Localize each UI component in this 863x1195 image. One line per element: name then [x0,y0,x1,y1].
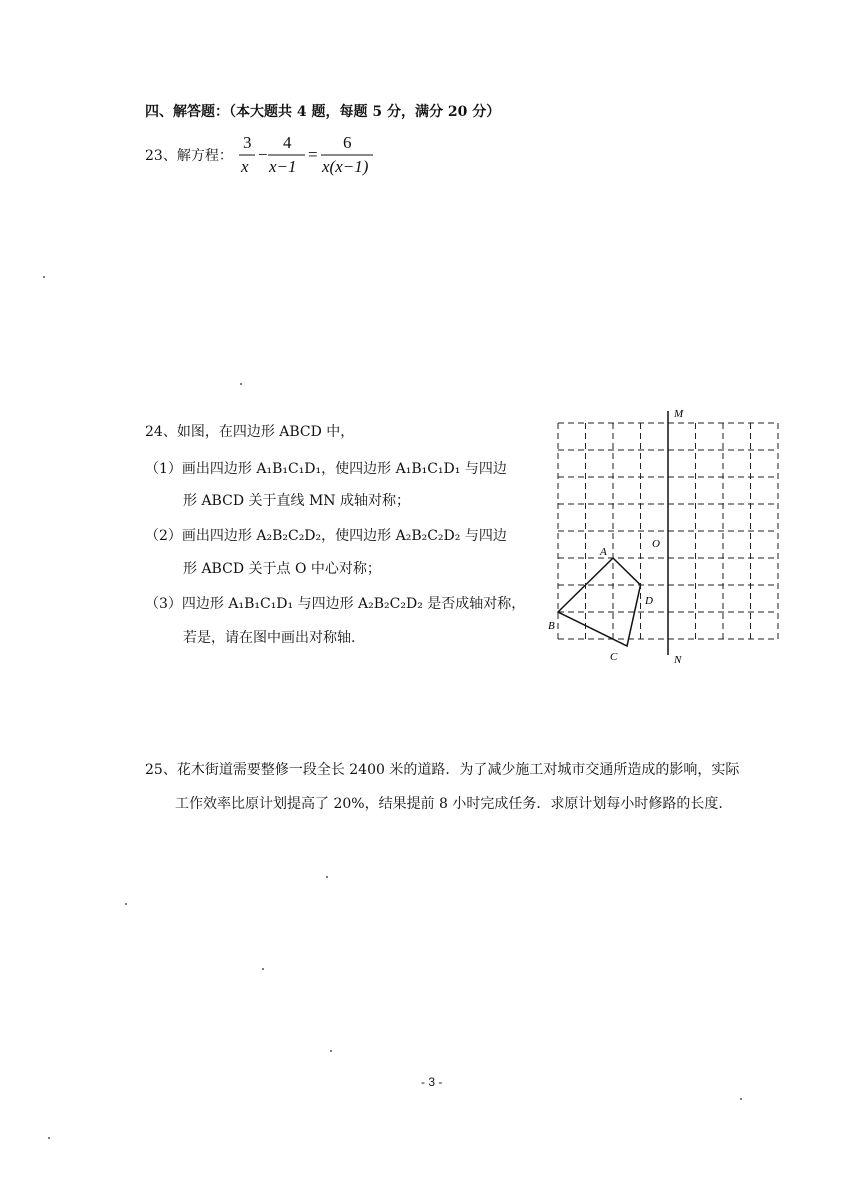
label-m: M [674,408,684,420]
eq-t2-den: x−1 [269,157,297,176]
section-title: 四、解答题：（本大题共 4 题，每题 5 分，满分 20 分） [145,104,501,120]
eq-equals: = [308,145,318,164]
eq-rhs-num: 6 [343,133,352,152]
scan-speck [330,1050,332,1052]
q24-figure [548,405,788,685]
q24-part3-line1: （3）四边形 A₁B₁C₁D₁ 与四边形 A₂B₂C₂D₂ 是否成轴对称， [145,596,526,612]
scan-speck [43,276,45,278]
label-b: B [548,620,555,632]
q25-line2: 工作效率比原计划提高了 20%，结果提前 8 小时完成任务．求原计划每小时修路的长度. [175,796,723,812]
q23-equation [235,128,385,183]
q23-label: 23、解方程： [145,148,233,164]
q24-part1-line2: 形 ABCD 关于直线 MN 成轴对称； [183,493,410,509]
q24-intro: 24、如图，在四边形 ABCD 中， [145,424,355,440]
q24-part2-line2: 形 ABCD 关于点 O 中心对称； [183,561,381,577]
scan-speck [240,383,242,385]
eq-rhs-den: x(x−1) [322,157,369,176]
eq-minus: − [258,145,268,164]
page-number: - 3 - [421,1075,443,1089]
q25-line1: 25、花木街道需要整修一段全长 2400 米的道路．为了减少施工对城市交通所造成的影响，实际 [145,762,740,778]
q24-part1-line1: （1）画出四边形 A₁B₁C₁D₁，使四边形 A₁B₁C₁D₁ 与四边 [145,461,507,477]
eq-t1-den: x [241,157,249,176]
q24-part3-line2: 若是，请在图中画出对称轴. [183,630,356,646]
eq-t1-num: 3 [243,133,252,152]
label-d: D [645,595,653,607]
scan-speck [326,876,328,878]
eq-t2-num: 4 [283,133,292,152]
quadrilateral-abcd [558,558,641,646]
scan-speck [125,903,127,905]
label-c: C [610,651,618,663]
q24-part2-line1: （2）画出四边形 A₂B₂C₂D₂，使四边形 A₂B₂C₂D₂ 与四边 [145,528,507,544]
label-o: O [652,538,660,550]
label-a: A [600,546,607,558]
scan-speck [740,1098,742,1100]
scan-speck [262,968,264,970]
scan-speck [48,1137,50,1139]
label-n: N [674,654,682,666]
